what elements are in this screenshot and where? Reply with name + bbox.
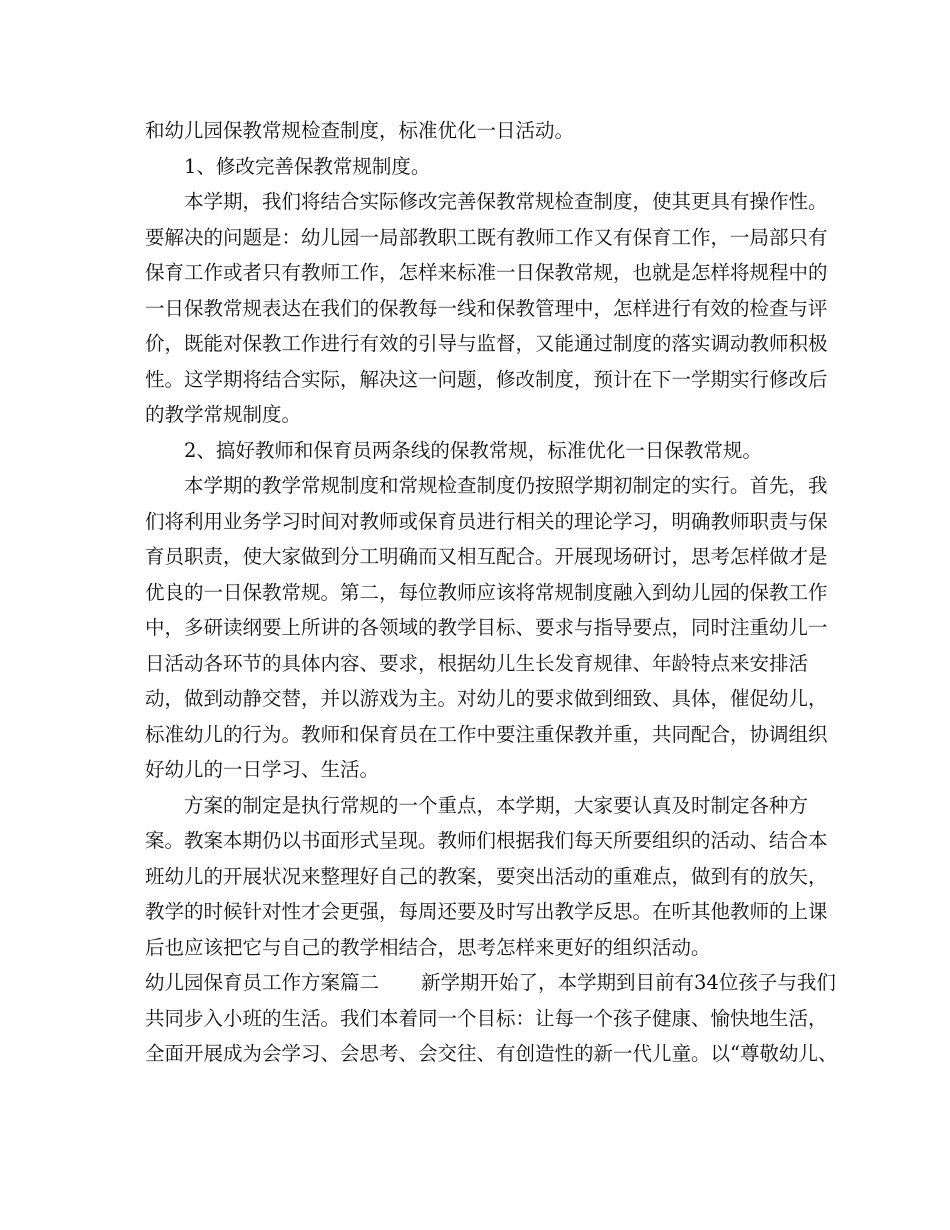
text-line: 一日保教常规表达在我们的保教每一线和保教管理中，怎样进行有效的检查与评 xyxy=(145,296,828,320)
section-heading-1: 1、修改完善保教常规制度。 xyxy=(184,154,431,178)
text-line: 的教学常规制度。 xyxy=(145,403,302,426)
text-line: 本学期的教学常规制度和常规检查制度仍按照学期初制定的实行。首先，我 xyxy=(184,474,828,497)
document-body xyxy=(145,113,838,1072)
text-line: 优良的一日保教常规。第二，每位教师应该将常规制度融入到幼儿园的保教工作 xyxy=(145,580,828,604)
text-line: 案。教案本期仍以书面形式呈现。教师们根据我们每天所要组织的活动、结合本 xyxy=(145,829,828,852)
text-line: 标准幼儿的行为。教师和保育员在工作中要注重保教并重，共同配合，协调组织 xyxy=(145,722,828,746)
text-line: 价，既能对保教工作进行有效的引导与监督，又能通过制度的落实调动教师积极 xyxy=(145,332,828,355)
text-line: 本学期，我们将结合实际修改完善保教常规检查制度，使其更具有操作性。 xyxy=(184,190,828,213)
text-line: 要解决的问题是：幼儿园一局部教职工既有教师工作又有保育工作，一局部只有 xyxy=(145,225,828,249)
text-line: 共同步入小班的生活。我们本着同一个目标：让每一个孩子健康、愉快地生活， xyxy=(145,1006,828,1030)
text-line: 方案的制定是执行常规的一个重点，本学期，大家要认真及时制定各种方 xyxy=(184,793,809,817)
text-line: 保育工作或者只有教师工作，怎样来标准一日保教常规，也就是怎样将规程中的 xyxy=(145,261,828,284)
document-section-title: 幼儿园保育员工作方案篇二 xyxy=(145,971,380,994)
text-line: 好幼儿的一日学习、生活。 xyxy=(145,758,380,781)
text-line: 全面开展成为会学习、会思考、会交往、有创造性的新一代儿童。以“尊敬幼儿、 xyxy=(145,1042,838,1065)
text-line: 后也应该把它与自己的教学相结合，思考怎样来更好的组织活动。 xyxy=(145,935,711,959)
text-line: 班幼儿的开展状况来整理好自己的教案，要突出活动的重难点，做到有的放矢， xyxy=(145,864,828,888)
text-line: 育员职责，使大家做到分工明确而又相互配合。开展现场研讨，思考怎样做才是 xyxy=(145,545,828,568)
text-line: 性。这学期将结合实际，解决这一问题，修改制度，预计在下一学期实行修改后 xyxy=(145,367,828,391)
text-line: 和幼儿园保教常规检查制度，标准优化一日活动。 xyxy=(145,119,575,142)
text-line: 动，做到动静交替，并以游戏为主。对幼儿的要求做到细致、具体，催促幼儿， xyxy=(145,687,828,710)
text-line: 日活动各环节的具体内容、要求，根据幼儿生长发育规律、年龄特点来安排活 xyxy=(145,651,809,675)
text-line: 们将利用业务学习时间对教师或保育员进行相关的理论学习，明确教师职责与保 xyxy=(145,509,828,533)
section-heading-2: 2、搞好教师和保育员两条线的保教常规，标准优化一日保教常规。 xyxy=(184,438,762,462)
text-line: 教学的时候针对性才会更强，每周还要及时写出教学反思。在听其他教师的上课 xyxy=(145,900,828,923)
text-line: 中，多研读纲要上所讲的各领域的教学目标、要求与指导要点，同时注重幼儿一 xyxy=(145,616,828,639)
text-line xyxy=(145,965,836,1001)
text-line: 新学期开始了，本学期到目前有34位孩子与我们 xyxy=(421,971,836,994)
